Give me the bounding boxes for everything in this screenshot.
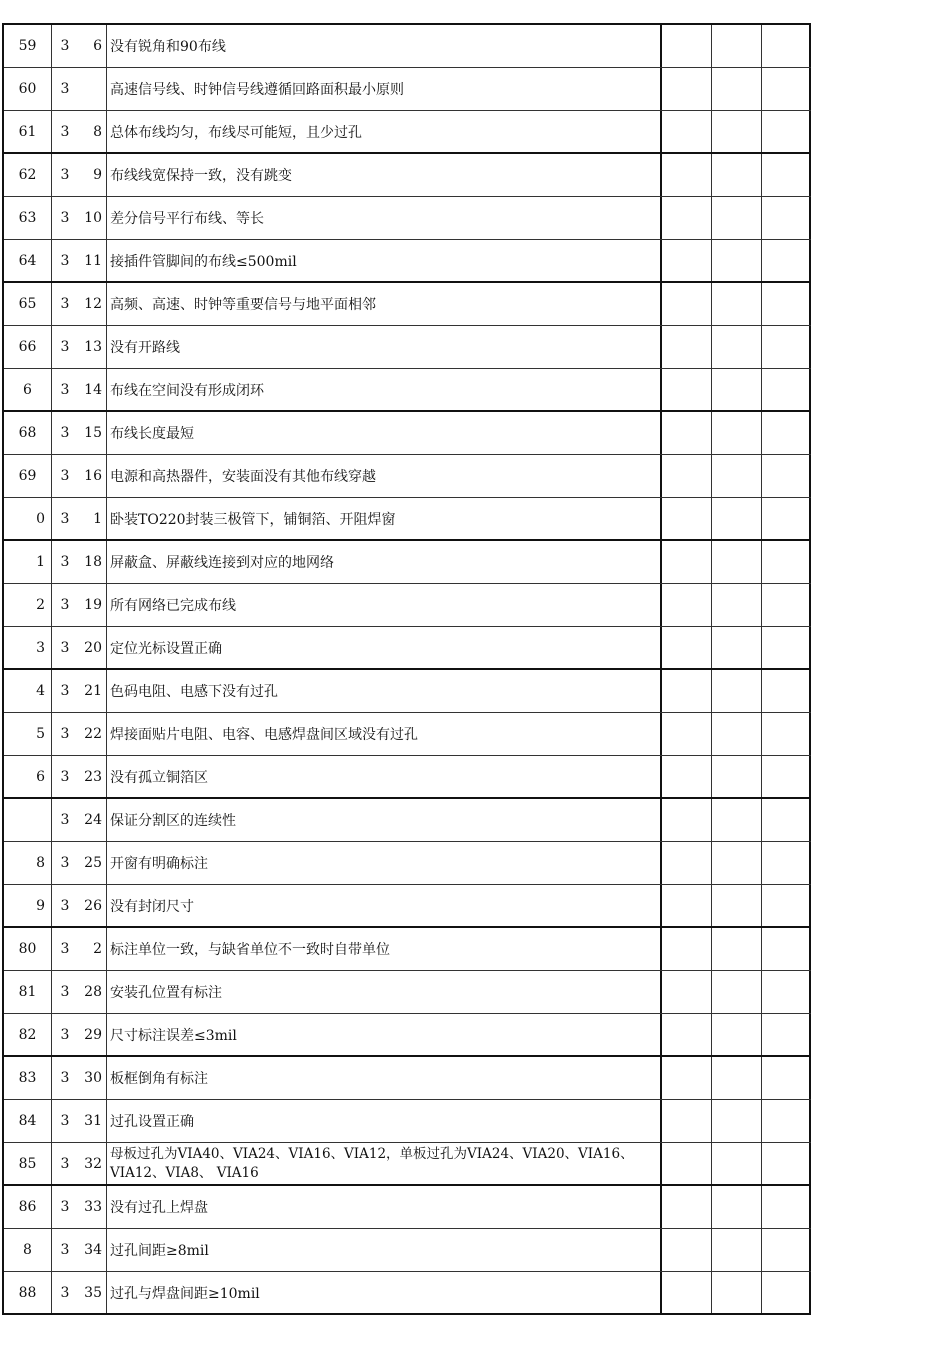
table-row (4, 799, 811, 842)
check-cell-1[interactable] (662, 283, 712, 325)
table-row (4, 111, 811, 154)
category-cell: 3 (60, 339, 70, 355)
item-index-cell: 13 (78, 326, 107, 368)
table-row (4, 885, 811, 928)
check-cell-1[interactable] (662, 1229, 712, 1271)
row-number-cell: 65 (4, 283, 52, 325)
check-cell-2[interactable] (712, 1100, 762, 1142)
check-cell-3[interactable] (762, 498, 811, 539)
row-number-cell: 68 (4, 412, 52, 454)
check-cell-1[interactable] (662, 68, 712, 110)
check-cell-2[interactable] (712, 25, 762, 67)
table-row (4, 1014, 811, 1057)
row-number-cell (4, 799, 52, 841)
check-cell-1[interactable] (662, 971, 712, 1013)
check-cell-3[interactable] (762, 154, 811, 196)
item-index-cell: 10 (78, 197, 107, 239)
check-item-description: 标注单位一致，与缺省单位不一致时自带单位 (107, 928, 662, 970)
category-cell: 3 (60, 510, 70, 527)
check-cell-2[interactable] (712, 240, 762, 281)
check-cell-1[interactable] (662, 584, 712, 626)
check-cell-3[interactable] (762, 1014, 811, 1055)
check-cell-1[interactable] (662, 885, 712, 926)
check-cell-2[interactable] (712, 842, 762, 884)
category-cell: 3 (60, 639, 70, 656)
check-cell-1[interactable] (662, 1186, 712, 1228)
category-cell: 3 (60, 941, 70, 957)
check-cell-3[interactable] (762, 68, 811, 110)
check-cell-1[interactable] (662, 1272, 712, 1313)
check-item-description: 电源和高热器件，安装面没有其他布线穿越 (107, 455, 662, 497)
category-cell: 3 (60, 1199, 70, 1215)
row-number-cell: 2 (4, 584, 52, 626)
check-cell-1[interactable] (662, 197, 712, 239)
check-cell-3[interactable] (762, 283, 811, 325)
check-item-description: 开窗有明确标注 (107, 842, 662, 884)
row-number-cell: 82 (4, 1014, 52, 1055)
table-row (4, 1143, 811, 1186)
table-row (4, 1100, 811, 1143)
check-cell-3[interactable] (762, 25, 811, 67)
row-number-cell: 6 (4, 369, 52, 410)
check-cell-1[interactable] (662, 1143, 712, 1184)
check-cell-3[interactable] (762, 670, 811, 712)
row-number-cell: 61 (4, 111, 52, 152)
category-cell: 3 (60, 554, 70, 570)
check-item-description: 过孔间距≥8mil (107, 1229, 662, 1271)
check-item-description: 接插件管脚间的布线≤500mil (107, 240, 662, 281)
table-row (4, 498, 811, 541)
row-number-cell: 6 (4, 756, 52, 797)
category-cell: 3 (60, 984, 70, 1000)
table-row (4, 756, 811, 799)
category-cell: 3 (60, 855, 70, 871)
check-cell-3[interactable] (762, 326, 811, 368)
category-cell: 3 (60, 296, 70, 312)
check-cell-1[interactable] (662, 412, 712, 454)
checklist-table (2, 23, 811, 1315)
check-cell-1[interactable] (662, 756, 712, 797)
check-cell-1[interactable] (662, 670, 712, 712)
check-cell-2[interactable] (712, 1143, 762, 1184)
item-index-cell: 31 (78, 1100, 107, 1142)
check-cell-1[interactable] (662, 369, 712, 410)
table-row (4, 1186, 811, 1229)
check-cell-3[interactable] (762, 1143, 811, 1184)
check-cell-3[interactable] (762, 1272, 811, 1313)
row-number-cell: 85 (4, 1143, 52, 1184)
check-cell-2[interactable] (712, 713, 762, 755)
check-cell-3[interactable] (762, 111, 811, 152)
check-cell-3[interactable] (762, 1100, 811, 1142)
category-cell: 3 (60, 81, 70, 97)
check-cell-2[interactable] (712, 283, 762, 325)
check-item-description: 保证分割区的连续性 (107, 799, 662, 841)
item-index-cell: 20 (78, 627, 107, 668)
item-index-cell: 11 (78, 240, 107, 281)
table-row (4, 455, 811, 498)
check-cell-1[interactable] (662, 1100, 712, 1142)
check-item-description: 没有孤立铜箔区 (107, 756, 662, 797)
check-item-description: 过孔设置正确 (107, 1100, 662, 1142)
check-cell-2[interactable] (712, 369, 762, 410)
category-cell: 3 (60, 683, 70, 699)
table-row (4, 197, 811, 240)
check-cell-2[interactable] (712, 326, 762, 368)
table-row (4, 971, 811, 1014)
check-cell-3[interactable] (762, 541, 811, 583)
item-index-cell: 25 (78, 842, 107, 884)
item-index-cell: 33 (78, 1186, 107, 1228)
item-index-cell: 32 (78, 1143, 107, 1184)
check-item-description: 板框倒角有标注 (107, 1057, 662, 1099)
check-item-description: 布线线宽保持一致，没有跳变 (107, 154, 662, 196)
check-cell-3[interactable] (762, 584, 811, 626)
category-cell: 3 (60, 897, 70, 914)
item-index-cell: 22 (78, 713, 107, 755)
check-item-description: 没有过孔上焊盘 (107, 1186, 662, 1228)
check-item-description: 卧装TO220封装三极管下，铺铜箔、开阻焊窗 (107, 498, 662, 539)
check-item-description: 焊接面贴片电阻、电容、电感焊盘间区域没有过孔 (107, 713, 662, 755)
check-cell-3[interactable] (762, 1057, 811, 1099)
check-item-description: 没有封闭尺寸 (107, 885, 662, 926)
row-number-cell: 84 (4, 1100, 52, 1142)
check-cell-2[interactable] (712, 584, 762, 626)
table-row (4, 928, 811, 971)
category-cell: 3 (60, 597, 70, 613)
check-cell-2[interactable] (712, 154, 762, 196)
check-item-description: 没有锐角和90布线 (107, 25, 662, 67)
check-cell-1[interactable] (662, 498, 712, 539)
row-number-cell: 64 (4, 240, 52, 281)
table-row (4, 713, 811, 756)
check-cell-3[interactable] (762, 240, 811, 281)
check-item-description: 高频、高速、时钟等重要信号与地平面相邻 (107, 283, 662, 325)
row-number-cell: 3 (4, 627, 52, 668)
table-row (4, 670, 811, 713)
item-index-cell: 8 (78, 111, 107, 152)
row-number-cell: 1 (4, 541, 52, 583)
check-cell-2[interactable] (712, 1272, 762, 1313)
category-cell: 3 (60, 726, 70, 742)
check-cell-1[interactable] (662, 842, 712, 884)
check-cell-2[interactable] (712, 1014, 762, 1055)
table-row (4, 584, 811, 627)
check-cell-1[interactable] (662, 326, 712, 368)
item-index-cell: 14 (78, 369, 107, 410)
category-cell: 3 (60, 1113, 70, 1129)
check-cell-3[interactable] (762, 197, 811, 239)
item-index-cell: 28 (78, 971, 107, 1013)
check-item-description: 色码电阻、电感下没有过孔 (107, 670, 662, 712)
row-number-cell: 86 (4, 1186, 52, 1228)
table-row (4, 1229, 811, 1272)
check-item-description: 布线在空间没有形成闭环 (107, 369, 662, 410)
row-number-cell: 8 (4, 1229, 52, 1271)
item-index-cell: 12 (78, 283, 107, 325)
row-number-cell: 59 (4, 25, 52, 67)
row-number-cell: 81 (4, 971, 52, 1013)
item-index-cell: 34 (78, 1229, 107, 1271)
check-cell-2[interactable] (712, 111, 762, 152)
item-index-cell: 35 (78, 1272, 107, 1313)
item-index-cell (78, 68, 107, 110)
category-cell: 3 (60, 768, 70, 785)
table-row (4, 283, 811, 326)
row-number-cell: 80 (4, 928, 52, 970)
item-index-cell: 16 (78, 455, 107, 497)
table-row (4, 154, 811, 197)
table-row (4, 842, 811, 885)
item-index-cell: 23 (78, 756, 107, 797)
check-cell-2[interactable] (712, 756, 762, 797)
check-cell-1[interactable] (662, 799, 712, 841)
check-item-description: 差分信号平行布线、等长 (107, 197, 662, 239)
table-row (4, 25, 811, 68)
check-item-description: 母板过孔为VIA40、VIA24、VIA16、VIA12，单板过孔为VIA24、VIA20、VIA16、VIA12、VIA8、 VIA16 (107, 1143, 662, 1184)
check-cell-2[interactable] (712, 68, 762, 110)
category-cell: 3 (60, 252, 70, 269)
check-cell-3[interactable] (762, 842, 811, 884)
check-cell-3[interactable] (762, 928, 811, 970)
table-row (4, 541, 811, 584)
check-cell-1[interactable] (662, 627, 712, 668)
table-row (4, 369, 811, 412)
category-cell: 3 (60, 468, 70, 484)
check-item-description: 布线长度最短 (107, 412, 662, 454)
check-cell-2[interactable] (712, 627, 762, 668)
row-number-cell: 60 (4, 68, 52, 110)
check-cell-3[interactable] (762, 885, 811, 926)
table-row (4, 326, 811, 369)
check-item-description: 总体布线均匀，布线尽可能短，且少过孔 (107, 111, 662, 152)
item-index-cell: 18 (78, 541, 107, 583)
category-cell: 3 (60, 381, 70, 398)
item-index-cell: 6 (78, 25, 107, 67)
row-number-cell: 69 (4, 455, 52, 497)
check-cell-2[interactable] (712, 799, 762, 841)
row-number-cell: 0 (4, 498, 52, 539)
item-index-cell: 2 (78, 928, 107, 970)
table-row (4, 412, 811, 455)
row-number-cell: 8 (4, 842, 52, 884)
category-cell: 3 (60, 38, 70, 54)
check-cell-2[interactable] (712, 1229, 762, 1271)
check-item-description: 屏蔽盒、屏蔽线连接到对应的地网络 (107, 541, 662, 583)
item-index-cell: 9 (78, 154, 107, 196)
check-cell-1[interactable] (662, 240, 712, 281)
row-number-cell: 88 (4, 1272, 52, 1313)
category-cell: 3 (60, 1242, 70, 1258)
check-item-description: 没有开路线 (107, 326, 662, 368)
category-cell: 3 (60, 167, 70, 183)
table-row (4, 1272, 811, 1315)
check-cell-3[interactable] (762, 971, 811, 1013)
check-cell-1[interactable] (662, 111, 712, 152)
check-cell-2[interactable] (712, 971, 762, 1013)
check-cell-1[interactable] (662, 154, 712, 196)
check-cell-3[interactable] (762, 369, 811, 410)
check-cell-3[interactable] (762, 412, 811, 454)
check-item-description: 所有网络已完成布线 (107, 584, 662, 626)
check-cell-3[interactable] (762, 1229, 811, 1271)
check-cell-1[interactable] (662, 1057, 712, 1099)
item-index-cell: 21 (78, 670, 107, 712)
check-item-description: 尺寸标注误差≤3mil (107, 1014, 662, 1055)
category-cell: 3 (60, 1026, 70, 1043)
category-cell: 3 (60, 1284, 70, 1301)
row-number-cell: 66 (4, 326, 52, 368)
table-row (4, 1057, 811, 1100)
item-index-cell: 24 (78, 799, 107, 841)
check-item-description: 高速信号线、时钟信号线遵循回路面积最小原则 (107, 68, 662, 110)
category-cell: 3 (60, 123, 70, 140)
category-cell: 3 (60, 1070, 70, 1086)
check-cell-3[interactable] (762, 713, 811, 755)
check-cell-2[interactable] (712, 885, 762, 926)
check-cell-2[interactable] (712, 412, 762, 454)
category-cell: 3 (60, 1155, 70, 1172)
table-row (4, 68, 811, 111)
table-row (4, 627, 811, 670)
check-item-description: 定位光标设置正确 (107, 627, 662, 668)
item-index-cell: 30 (78, 1057, 107, 1099)
check-cell-3[interactable] (762, 799, 811, 841)
row-number-cell: 4 (4, 670, 52, 712)
check-cell-1[interactable] (662, 455, 712, 497)
category-cell: 3 (60, 210, 70, 226)
check-cell-1[interactable] (662, 928, 712, 970)
item-index-cell: 19 (78, 584, 107, 626)
row-number-cell: 62 (4, 154, 52, 196)
check-cell-1[interactable] (662, 541, 712, 583)
check-cell-2[interactable] (712, 1057, 762, 1099)
check-cell-1[interactable] (662, 713, 712, 755)
check-cell-3[interactable] (762, 756, 811, 797)
check-cell-2[interactable] (712, 1186, 762, 1228)
check-item-description: 安装孔位置有标注 (107, 971, 662, 1013)
item-index-cell: 26 (78, 885, 107, 926)
category-cell: 3 (60, 812, 70, 828)
item-index-cell: 15 (78, 412, 107, 454)
check-item-description: 过孔与焊盘间距≥10mil (107, 1272, 662, 1313)
check-cell-1[interactable] (662, 1014, 712, 1055)
table-row (4, 240, 811, 283)
check-cell-3[interactable] (762, 1186, 811, 1228)
check-cell-3[interactable] (762, 455, 811, 497)
check-cell-2[interactable] (712, 455, 762, 497)
check-cell-3[interactable] (762, 627, 811, 668)
check-cell-2[interactable] (712, 197, 762, 239)
check-cell-2[interactable] (712, 541, 762, 583)
item-index-cell: 29 (78, 1014, 107, 1055)
check-cell-2[interactable] (712, 670, 762, 712)
check-cell-2[interactable] (712, 498, 762, 539)
category-cell: 3 (60, 425, 70, 441)
check-cell-2[interactable] (712, 928, 762, 970)
check-cell-1[interactable] (662, 25, 712, 67)
item-index-cell: 1 (78, 498, 107, 539)
row-number-cell: 83 (4, 1057, 52, 1099)
row-number-cell: 63 (4, 197, 52, 239)
row-number-cell: 9 (4, 885, 52, 926)
row-number-cell: 5 (4, 713, 52, 755)
